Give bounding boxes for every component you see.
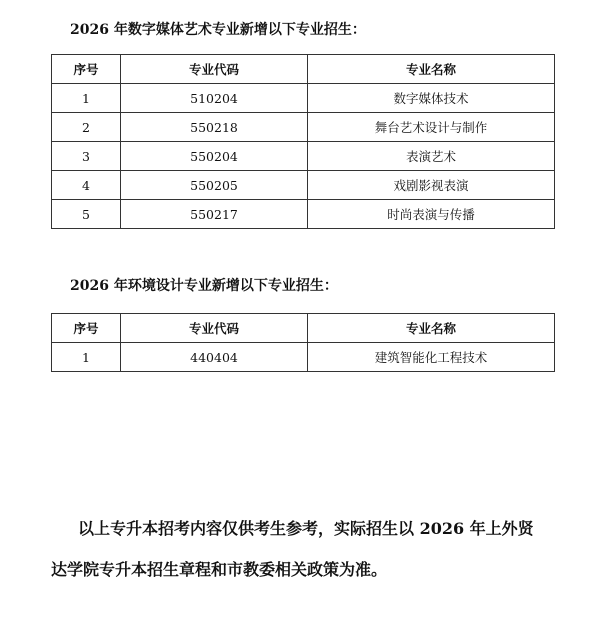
column-header-number: 序号 <box>52 314 121 343</box>
column-header-number: 序号 <box>52 55 121 84</box>
row-number-cell: 5 <box>52 200 121 229</box>
column-header-name: 专业名称 <box>308 314 555 343</box>
row-number-cell: 2 <box>52 113 121 142</box>
table-row <box>52 200 555 229</box>
major-code-cell: 550218 <box>121 113 308 142</box>
major-code-cell: 550217 <box>121 200 308 229</box>
table-row <box>52 142 555 171</box>
row-number-cell: 4 <box>52 171 121 200</box>
major-code-cell: 550205 <box>121 171 308 200</box>
section-2-heading: 2026 年环境设计专业新增以下专业招生： <box>70 278 338 294</box>
column-header-code: 专业代码 <box>121 55 308 84</box>
major-name-cell: 表演艺术 <box>308 142 555 171</box>
notice-text-line-1: 以上专升本招考内容仅供考生参考，实际招生以 2026 年上外贤 <box>78 519 534 538</box>
notice-text-line-2: 达学院专升本招生章程和市教委相关政策为准。 <box>51 560 388 579</box>
major-code-cell: 440404 <box>121 343 308 372</box>
major-name-cell: 戏剧影视表演 <box>308 171 555 200</box>
new-majors-table-environment-design <box>51 313 555 372</box>
major-name-cell: 时尚表演与传播 <box>308 200 555 229</box>
table-header-row <box>52 314 555 343</box>
table-row <box>52 343 555 372</box>
table-row <box>52 171 555 200</box>
major-name-cell: 数字媒体技术 <box>308 84 555 113</box>
major-name-cell: 舞台艺术设计与制作 <box>308 113 555 142</box>
table-row <box>52 84 555 113</box>
row-number-cell: 3 <box>52 142 121 171</box>
new-majors-table-digital-media <box>51 54 555 229</box>
table-row <box>52 113 555 142</box>
section-1-heading: 2026 年数字媒体艺术专业新增以下专业招生： <box>70 22 366 38</box>
major-name-cell: 建筑智能化工程技术 <box>308 343 555 372</box>
table-header-row <box>52 55 555 84</box>
major-code-cell: 550204 <box>121 142 308 171</box>
row-number-cell: 1 <box>52 343 121 372</box>
major-code-cell: 510204 <box>121 84 308 113</box>
column-header-code: 专业代码 <box>121 314 308 343</box>
row-number-cell: 1 <box>52 84 121 113</box>
column-header-name: 专业名称 <box>308 55 555 84</box>
